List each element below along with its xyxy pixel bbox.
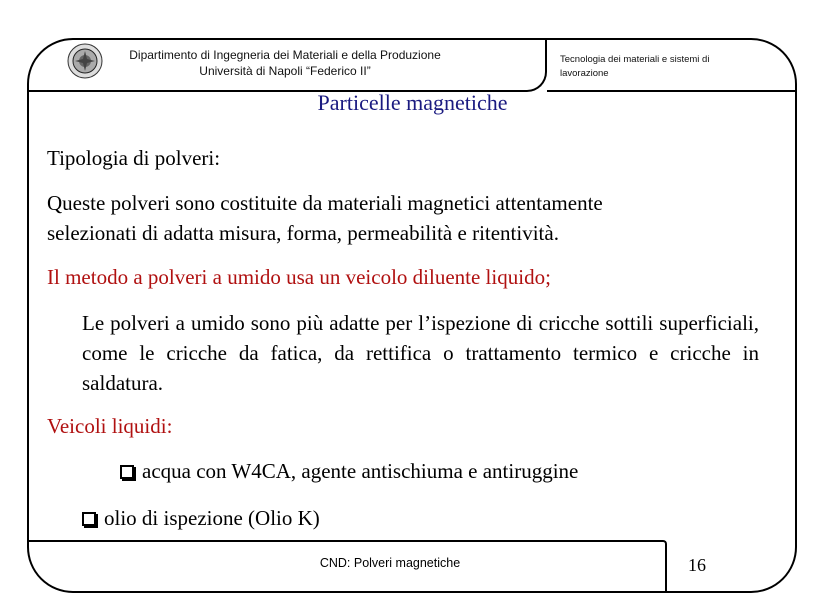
course-name-line1: Tecnologia dei materiali e sistemi di: [560, 54, 710, 65]
university-name: Università di Napoli “Federico II”: [199, 64, 371, 78]
department-header: [100, 47, 470, 79]
page-number: 16: [688, 555, 706, 575]
course-header: [560, 53, 785, 81]
slide-title: Particelle magnetiche: [317, 90, 508, 115]
checkbox-bullet-icon: [82, 512, 96, 526]
section-subtitle: Tipologia di polveri:: [47, 146, 221, 170]
intro-paragraph: [47, 188, 767, 248]
checkbox-bullet-icon: [120, 465, 134, 479]
footer-label: CND: Polveri magnetiche: [319, 556, 461, 570]
bullet-item: [82, 503, 320, 533]
department-name: Dipartimento di Ingegneria dei Materiali e della Produzione: [129, 48, 441, 62]
bullet-item: [120, 456, 578, 486]
bullet-text: olio di ispezione (Olio K): [104, 506, 320, 530]
wet-use-paragraph: Le polveri a umido sono più adatte per l’ispezione di cricche sottili superficiali, come le cricche da fatica, da rettifica o trattamento termico e cricche in saldatura.: [82, 311, 759, 395]
intro-line-2: selezionati di adatta misura, forma, permeabilità e ritentività.: [47, 221, 559, 245]
wet-method-text: Il metodo a polveri a umido usa un veicolo diluente liquido;: [47, 265, 551, 289]
university-seal-icon: [67, 43, 103, 79]
course-name-line2: lavorazione: [560, 68, 609, 79]
intro-line-1: Queste polveri sono costituite da materiali magnetici attentamente: [47, 191, 603, 215]
bullet-text: acqua con W4CA, agente antischiuma e antiruggine: [142, 459, 579, 483]
vehicles-heading: Veicoli liquidi:: [47, 414, 173, 438]
